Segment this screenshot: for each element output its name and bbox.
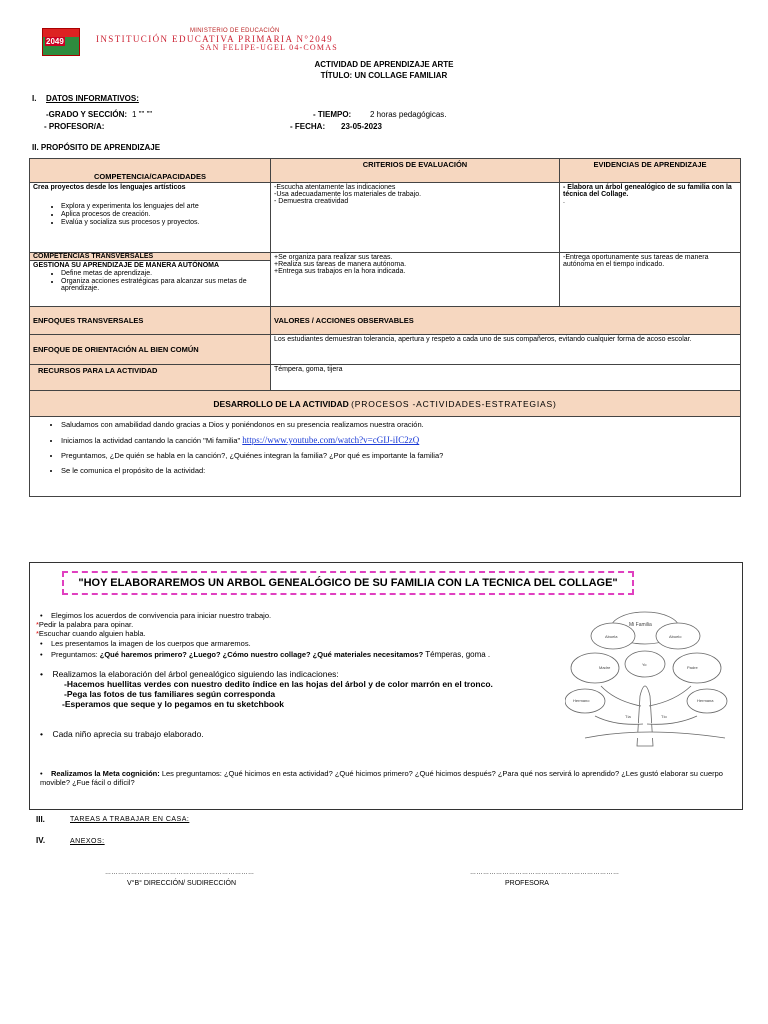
- desarrollo-item: • Se le comunica el propósito de la actividad:: [61, 466, 737, 475]
- desarrollo-header: [30, 391, 741, 417]
- criterio-item: -Usa adecuadamente los materiales de trabajo.: [274, 191, 422, 198]
- desarrollo-item: • Saludamos con amabilidad dando gracias a Dios y poniéndonos en su presencia realizamos nuestra oración.: [61, 420, 737, 429]
- desarrollo-subtitle: (PROCESOS -ACTIVIDADES-ESTRATEGIAS): [351, 398, 557, 409]
- activity-title: ACTIVIDAD DE APRENDIZAJE ARTE: [314, 60, 454, 69]
- tree-label-abuela: Abuela: [605, 634, 618, 639]
- activity-item-text: Realizamos la elaboración del árbol genealógico siguiendo las indicaciones:: [52, 669, 339, 679]
- section-i-number: I.: [32, 94, 37, 103]
- proposito-heading-text: II. PROPÓSITO DE APRENDIZAJE: [32, 143, 161, 152]
- desarrollo-body: [30, 417, 741, 497]
- proposito-table: [29, 158, 741, 497]
- metacognicion-label: Realizamos la Meta cognición:: [50, 769, 160, 778]
- criterio-item: -Escucha atentamente las indicaciones: [274, 184, 396, 191]
- acuerdo-item: *Escuchar cuando alguien habla.: [36, 629, 146, 638]
- metacognicion-text: Les preguntamos: ¿Qué hicimos en esta actividad? ¿Qué hicimos primero? ¿Qué hicimos después? ¿Para qué nos servirá lo aprendido? ¿Les gustó elaborar su cuerpo movible? ¿Fue fácil o difícil?: [40, 769, 723, 787]
- transversal-cell: [30, 261, 271, 307]
- desarrollo-item: [61, 435, 737, 445]
- criterios-cell: [271, 183, 560, 253]
- bien-comun-text: Los estudiantes demuestran tolerancia, apertura y respeto a cada uno de sus compañeros, evitando cualquier forma de acoso escolar.: [271, 335, 741, 365]
- signature-direccion: V°B° DIRECCIÓN/ SUDIRECCIÓN: [127, 880, 237, 887]
- tree-label-familia: Mi Familia: [629, 622, 652, 628]
- desarrollo-item: • Preguntamos, ¿De quién se habla en la canción?, ¿Quiénes integran la familia? ¿Por qué es importante la familia?: [61, 451, 737, 460]
- desarrollo-item-text: Iniciamos la actividad cantando la canción "Mi familia": [61, 436, 241, 445]
- acuerdo-text: Escuchar cuando alguien habla.: [38, 629, 146, 638]
- evidencia-dot: .: [563, 198, 565, 205]
- valores-label: VALORES / ACCIONES OBSERVABLES: [271, 307, 741, 335]
- tree-label-madre: Madre: [599, 665, 611, 670]
- tree-label-tio: Tío: [661, 714, 667, 719]
- transversales-label: COMPETENCIAS TRANSVERSALES: [30, 253, 271, 261]
- activity-item-bold: ¿Qué haremos primero? ¿Luego? ¿Cómo nuestro collage? ¿Qué materiales necesitamos?: [99, 650, 424, 659]
- datos-heading: DATOS INFORMATIVOS:: [46, 94, 139, 103]
- competencia-cell: [30, 183, 271, 253]
- tiempo-value: 2 horas pedagógicas.: [370, 110, 447, 119]
- profesora-label: - PROFESOR/A:: [44, 122, 105, 131]
- capacidad-item: • Aplica procesos de creación.: [61, 211, 267, 218]
- fecha-label: - FECHA:: [290, 122, 326, 131]
- criterio-item: - Demuestra creatividad: [274, 198, 349, 205]
- activity-heading: "HOY ELABORAREMOS UN ARBOL GENEALÓGICO DE SU FAMILIA CON LA TECNICA DEL COLLAGE": [62, 571, 634, 595]
- activity-content: [36, 611, 560, 739]
- ugel-label: SAN FELIPE-UGEL 04-COMAS: [200, 43, 338, 52]
- activity-item: • Realizamos la elaboración del árbol genealógico siguiendo las indicaciones:: [40, 669, 339, 679]
- enfoques-label: ENFOQUES TRANSVERSALES: [30, 307, 271, 335]
- header-evidencias: EVIDENCIAS DE APRENDIZAJE: [560, 159, 741, 183]
- tree-label-padre: Padre: [687, 665, 698, 670]
- activity-item-text: Témperas, goma .: [423, 650, 491, 659]
- metacognicion: • Realizamos la Meta cognición: Les preguntamos: ¿Qué hicimos en esta actividad? ¿Qué hicimos primero? ¿Qué hicimos después? ¿Para qué nos servirá lo aprendido? ¿Les gustó elaborar su cuerpo movible? ¿Fue fácil o difícil?: [40, 769, 723, 787]
- proposito-heading: [32, 143, 160, 152]
- acuerdo-text: Pedir la palabra para opinar.: [38, 620, 134, 629]
- tree-label-yo: Yo: [642, 662, 647, 667]
- activity-item-text: Preguntamos:: [50, 650, 100, 659]
- tree-label-hermano: Hermano: [573, 698, 590, 703]
- tareas-label: TAREAS A TRABAJAR EN CASA:: [70, 816, 190, 823]
- activity-item: • Les presentamos la imagen de los cuerpos que armaremos.: [40, 639, 251, 648]
- capacidad-item: • Evalúa y socializa sus procesos y proyectos.: [61, 219, 267, 226]
- transversal-criterio: +Entrega sus trabajos en la hora indicada.: [274, 268, 406, 275]
- activity-subtitle: TÍTULO: UN COLLAGE FAMILIAR: [320, 71, 448, 80]
- bien-comun-label: ENFOQUE DE ORIENTACIÓN AL BIEN COMÚN: [30, 335, 271, 365]
- youtube-link[interactable]: https://www.youtube.com/watch?v=cGIJ-iIC2zQ: [242, 435, 420, 445]
- activity-item: • Cada niño aprecia su trabajo elaborado.: [40, 729, 204, 739]
- grado-label: -GRADO Y SECCIÓN:: [46, 110, 128, 119]
- fecha-value: 23-05-2023: [341, 122, 382, 131]
- activity-item-text: Les presentamos la imagen de los cuerpos que armaremos.: [50, 639, 251, 648]
- transversal-criterio: +Realiza sus tareas de manera autónoma.: [274, 261, 407, 268]
- capacidad-item: • Explora y experimenta los lenguajes del arte: [61, 203, 267, 210]
- header-criterios: CRITERIOS DE EVALUACIÓN: [271, 159, 560, 183]
- anexos-label: ANEXOS:: [70, 838, 105, 845]
- tree-label-hermana: Hermana: [697, 698, 714, 703]
- signature-profesora: PROFESORA: [505, 880, 549, 887]
- recursos-label: RECURSOS PARA LA ACTIVIDAD: [30, 365, 271, 391]
- transversal-evidencia: -Entrega oportunamente sus tareas de manera autónoma en el tiempo indicado.: [563, 254, 709, 268]
- activity-item: • Preguntamos: ¿Qué haremos primero? ¿Luego? ¿Cómo nuestro collage? ¿Qué materiales necesitamos? Témperas, goma .: [40, 650, 491, 659]
- activity-item: • Elegimos los acuerdos de convivencia para iniciar nuestro trabajo.: [40, 611, 272, 620]
- tree-label-abuelo: Abuelo: [669, 634, 682, 639]
- step-item: -Pega las fotos de tus familiares según corresponda: [64, 689, 276, 699]
- desarrollo-title: DESARROLLO DE LA ACTIVIDAD: [213, 398, 349, 409]
- family-tree-illustration: [565, 606, 735, 754]
- step-item: -Esperamos que seque y lo pegamos en tu sketchbook: [62, 699, 285, 709]
- step-item: -Hacemos huellitas verdes con nuestro dedito índice en las hojas del árbol y de color marrón en el tronco.: [64, 679, 493, 689]
- evidencia-cell: [560, 183, 741, 253]
- logo-text: 2049: [46, 37, 64, 46]
- ministry-label: MINISTERIO DE EDUCACIÓN: [190, 28, 280, 34]
- tiempo-label: - TIEMPO:: [313, 110, 352, 119]
- tree-label-tia: Tía: [625, 714, 631, 719]
- section-iii-number: III.: [36, 815, 45, 824]
- competencia-text: Crea proyectos desde los lenguajes artísticos: [33, 184, 186, 191]
- school-name: INSTITUCIÓN EDUCATIVA PRIMARIA N°2049: [96, 34, 333, 44]
- acuerdo-item: *Pedir la palabra para opinar.: [36, 620, 134, 629]
- grado-value: 1 "" "": [132, 110, 153, 119]
- section-iv-number: IV.: [36, 836, 46, 845]
- recursos-text: Témpera, goma, tijera: [271, 365, 741, 391]
- transversal-item: • Define metas de aprendizaje.: [61, 270, 267, 277]
- signature-line-profesora: ……………………………………………………………: [470, 870, 620, 876]
- activity-item-text: Cada niño aprecia su trabajo elaborado.: [52, 729, 204, 739]
- header-competencia: COMPETENCIA/CAPACIDADES: [30, 159, 271, 183]
- transversal-item: • Organiza acciones estratégicas para alcanzar sus metas de aprendizaje.: [61, 278, 267, 292]
- transversal-criterio: +Se organiza para realizar sus tareas.: [274, 254, 393, 261]
- transversal-text: GESTIONA SU APRENDIZAJE DE MANERA AUTÓNOMA: [33, 262, 220, 269]
- evidencia-text: - Elabora un árbol genealógico de su familia con la técnica del Collage.: [563, 184, 732, 198]
- activity-item-text: Elegimos los acuerdos de convivencia para iniciar nuestro trabajo.: [50, 611, 272, 620]
- school-logo: [42, 28, 80, 56]
- signature-line-direccion: ……………………………………………………………: [105, 870, 255, 876]
- transversal-criterios-cell: [271, 253, 560, 307]
- transversal-evidencia-cell: [560, 253, 741, 307]
